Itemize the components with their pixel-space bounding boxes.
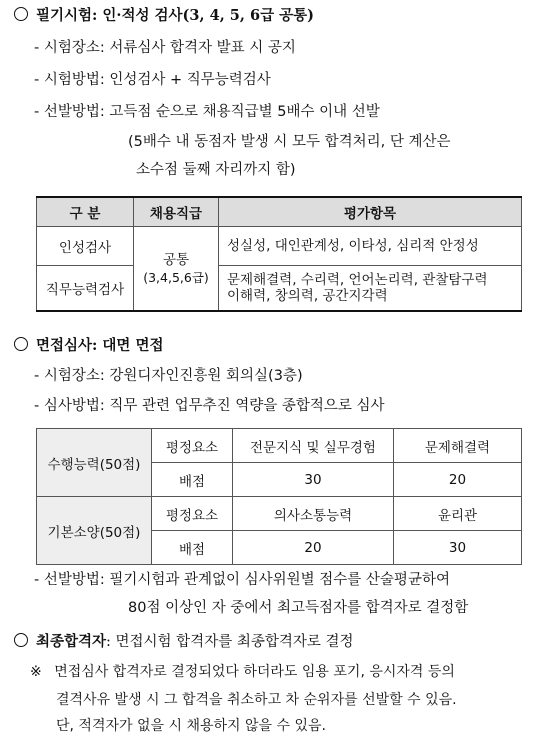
final-note-text1: 면접심사 합격자로 결정되었다 하더라도 임용 포기, 응시자격 등의 [54, 664, 455, 680]
section1-title: 필기시험: 인·적성 검사(3, 4, 5, 6급 공통) [36, 7, 314, 24]
section2-item: - 심사방법: 직무 관련 업무추진 역량을 종합적으로 심사 [34, 398, 385, 414]
factor-label: 평정요소 [152, 497, 233, 531]
section1-note-line2: 소수점 둘째 자리까지 함) [136, 162, 296, 178]
interview-method-text: 심사방법: 직무 관련 업무추진 역량을 종합적으로 심사 [43, 398, 385, 414]
group1-name: 수행능력(50점) [37, 429, 152, 497]
items-line1: 문제해결력, 수리력, 언어논리력, 관찰탐구력 [227, 272, 488, 288]
header-grade: 채용직급 [134, 197, 219, 227]
factor-cell: 전문지식 및 실무경험 [233, 429, 394, 463]
group2-name: 기본소양(50점) [37, 497, 152, 565]
section2-heading [14, 336, 164, 356]
circle-bullet-icon [14, 633, 28, 647]
factor-cell: 의사소통능력 [233, 497, 394, 531]
section3-title-bold: 최종합격자 [36, 633, 107, 650]
circle-bullet-icon [14, 337, 28, 351]
final-note-line1 [30, 662, 455, 682]
section1-item: - 시험장소: 서류심사 합격자 발표 시 공지 [34, 40, 296, 56]
interview-place-text: 시험장소: 강원디자인진흥원 회의실(3층) [43, 368, 303, 384]
factor-label: 평정요소 [152, 429, 233, 463]
header-category: 구 분 [37, 197, 134, 227]
score-cell: 20 [233, 531, 394, 565]
selection-line2: 80점 이상인 자 중에서 최고득점자를 합격자로 결정함 [128, 600, 469, 616]
written-exam-table [36, 196, 522, 312]
items-line2: 이해력, 창의력, 공간지각력 [227, 288, 388, 304]
section1-note-line1: (5배수 내 동점자 발생 시 모두 합격처리, 단 계산은 [128, 134, 451, 150]
header-items: 평가항목 [219, 197, 522, 227]
score-cell: 20 [394, 463, 522, 497]
exam-method-text: 시험방법: 인성검사 + 직무능력검사 [43, 72, 271, 88]
grade-cell [134, 227, 219, 312]
final-note-line2: 결격사유 발생 시 그 합격을 취소하고 차 순위자를 선발할 수 있음. [56, 692, 457, 708]
section3-title-rest: : 면접시험 합격자를 최종합격자로 결정 [106, 634, 354, 650]
row-items [219, 266, 522, 312]
row-category: 인성검사 [37, 227, 134, 266]
selection-line1-text: 선발방법: 필기시험과 관계없이 심사위원별 점수를 산술평균하여 [43, 572, 450, 588]
selection-line1: - 선발방법: 필기시험과 관계없이 심사위원별 점수를 산술평균하여 [34, 572, 450, 588]
section1-item: - 시험방법: 인성검사 + 직무능력검사 [34, 72, 271, 88]
section3-heading [14, 632, 353, 652]
score-cell: 30 [233, 463, 394, 497]
section2-title: 면접심사: 대면 면접 [36, 337, 164, 354]
factor-cell: 윤리관 [394, 497, 522, 531]
section1-heading [14, 6, 314, 26]
factor-cell: 문제해결력 [394, 429, 522, 463]
score-label: 배점 [152, 531, 233, 565]
section2-item: - 시험장소: 강원디자인진흥원 회의실(3층) [34, 368, 303, 384]
row-items: 성실성, 대인관계성, 이타성, 심리적 안정성 [219, 227, 522, 266]
selection-method-text: 선발방법: 고득점 순으로 채용직급별 5배수 이내 선발 [43, 104, 380, 120]
exam-place-text: 시험장소: 서류심사 합격자 발표 시 공지 [43, 40, 296, 56]
circle-bullet-icon [14, 7, 28, 21]
reference-mark-icon: ※ [30, 664, 42, 680]
final-note-line3: 단, 적격자가 없을 시 채용하지 않을 수 있음. [56, 718, 326, 734]
grade-line2: (3,4,5,6급) [143, 269, 209, 285]
score-cell: 30 [394, 531, 522, 565]
interview-table [36, 428, 522, 565]
grade-line1: 공통 [162, 251, 190, 268]
score-label: 배점 [152, 463, 233, 497]
section1-item: - 선발방법: 고득점 순으로 채용직급별 5배수 이내 선발 [34, 104, 380, 120]
row-category: 직무능력검사 [37, 266, 134, 312]
